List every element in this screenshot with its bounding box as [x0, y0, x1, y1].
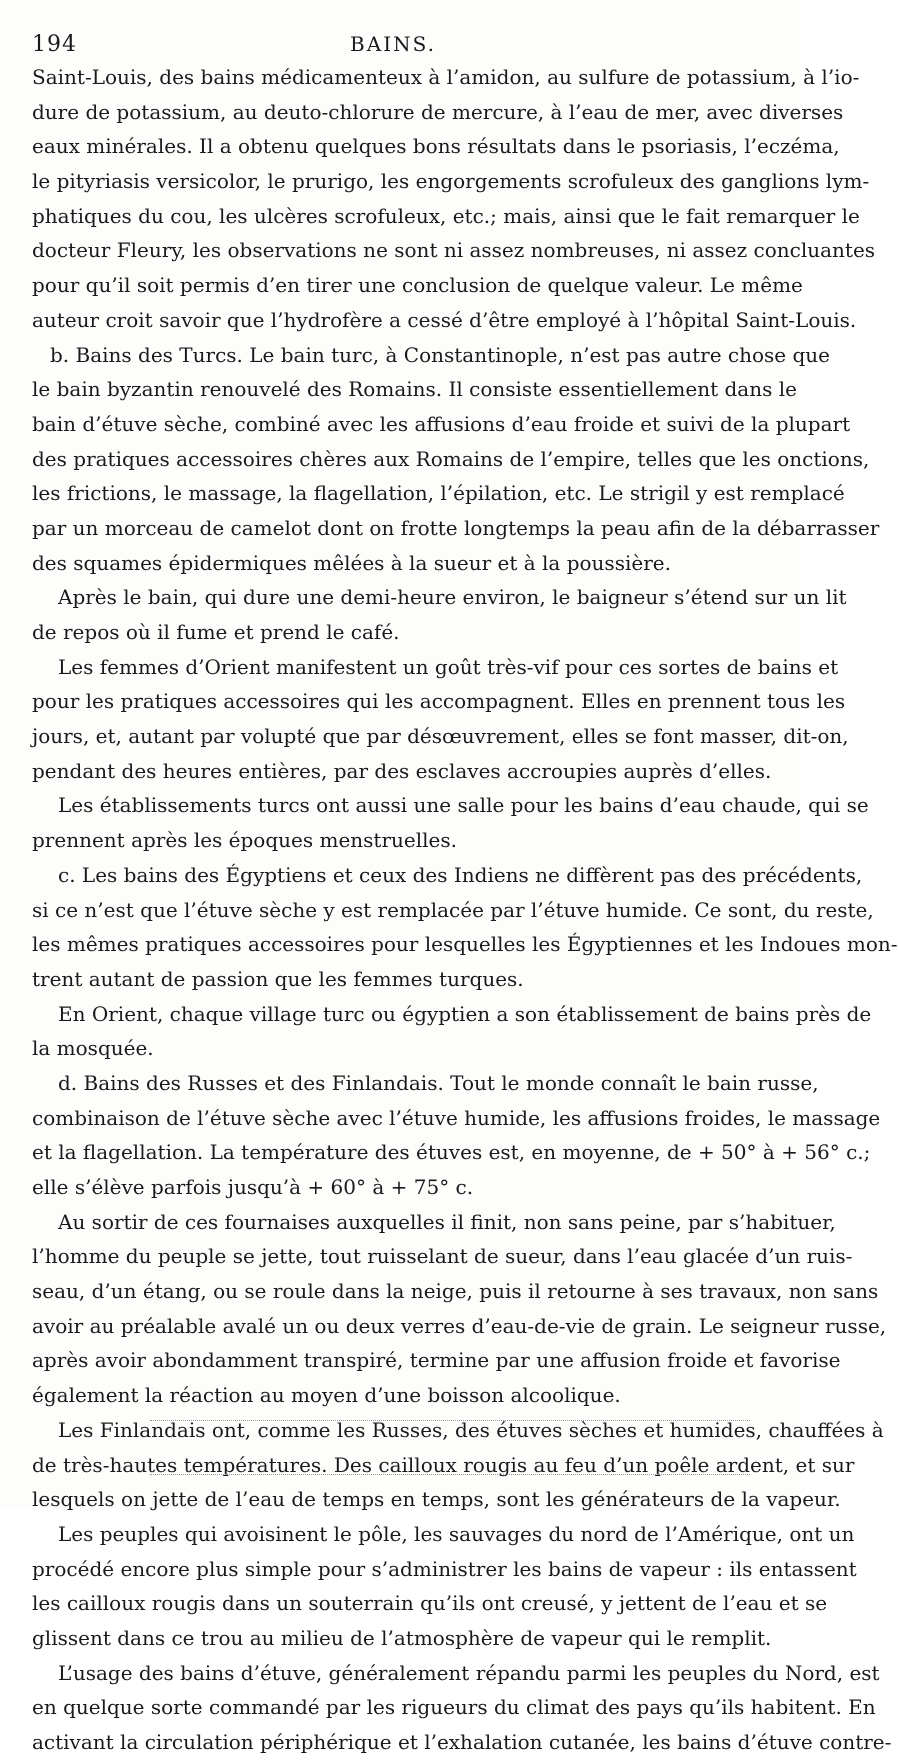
text-line: Les Finlandais ont, comme les Russes, des étuves sèches et humides, chauffées à [58, 1417, 884, 1442]
text-line: Les peuples qui avoisinent le pôle, les sauvages du nord de l’Amérique, ont un [58, 1521, 855, 1546]
text-line: Saint-Louis, des bains médicamenteux à l’amidon, au sulfure de potassium, à l’io- [32, 65, 860, 89]
text-line: le bain byzantin renouvelé des Romains. Il consiste essentiellement dans le [32, 377, 797, 402]
text-line: lesquels on jette de l’eau de temps en temps, sont les générateurs de la vapeur. [32, 1487, 841, 1512]
text-line: L’usage des bains d’étuve, généralement répandu parmi les peuples du Nord, est [58, 1660, 880, 1685]
text-line: avoir au préalable avalé un ou deux verres d’eau-de-vie de grain. Le seigneur russe, [32, 1313, 887, 1338]
text-line: glissent dans ce trou au milieu de l’atmosphère de vapeur qui le remplit. [32, 1625, 772, 1650]
text-line: activant la circulation périphérique et l’exhalation cutanée, les bains d’étuve contre- [32, 1730, 892, 1754]
text-line: de repos où il fume et prend le café. [32, 620, 400, 644]
text-line: elle s’élève parfois jusqu’à + 60° à + 75° c. [32, 1175, 474, 1199]
text-line: Après le bain, qui dure une demi-heure environ, le baigneur s’étend sur un lit [58, 585, 847, 610]
text-line: Les établissements turcs ont aussi une salle pour les bains d’eau chaude, qui se [58, 793, 869, 818]
text-line: des pratiques accessoires chères aux Romains de l’empire, telles que les onctions, [32, 446, 870, 471]
text-line: auteur croit savoir que l’hydrofère a cessé d’être employé à l’hôpital Saint-Louis. [32, 307, 857, 332]
text-line: et la flagellation. La température des étuves est, en moyenne, de + 50° à + 56° c.; [32, 1140, 871, 1165]
text-line: si ce n’est que l’étuve sèche y est remplacée par l’étuve humide. Ce sont, du reste, [32, 897, 874, 922]
text-line: pendant des heures entières, par des esclaves accroupies auprès d’elles. [32, 758, 772, 783]
text-line: les frictions, le massage, la flagellation, l’épilation, etc. Le strigil y est remplacé [32, 481, 845, 506]
text-line: pour les pratiques accessoires qui les accompagnent. Elles en prennent tous les [32, 689, 846, 714]
text-line: la mosquée. [32, 1036, 154, 1061]
text-line: c. Les bains des Égyptiens et ceux des Indiens ne diffèrent pas des précédents, [58, 862, 863, 887]
text-line: l’homme du peuple se jette, tout ruisselant de sueur, dans l’eau glacée d’un ruis- [32, 1244, 853, 1269]
text-line: en quelque sorte commandé par les rigueurs du climat des pays qu’ils habitent. En [32, 1695, 876, 1720]
text-line: jours, et, autant par volupté que par désœuvrement, elles se font masser, dit-on, [32, 724, 849, 749]
text-line: pour qu’il soit permis d’en tirer une conclusion de quelque valeur. Le même [32, 273, 803, 298]
text-line: Au sortir de ces fournaises auxquelles il finit, non sans peine, par s’habituer, [58, 1209, 836, 1234]
scan-noise-line [150, 1474, 750, 1477]
text-line: phatiques du cou, les ulcères scrofuleux, etc.; mais, ainsi que le fait remarquer le [32, 203, 860, 228]
text-line: Les femmes d’Orient manifestent un goût très-vif pour ces sortes de bains et [58, 654, 839, 679]
text-line: également la réaction au moyen d’une boisson alcoolique. [32, 1383, 621, 1408]
body-text [32, 60, 898, 1760]
text-line: b. Bains des Turcs. Le bain turc, à Constantinople, n’est pas autre chose que [50, 342, 830, 367]
scan-noise-line [150, 1420, 750, 1423]
page-number: 194 [32, 32, 77, 57]
text-line: par un morceau de camelot dont on frotte longtemps la peau afin de la débarrasser [32, 515, 880, 540]
text-line: dure de potassium, au deuto-chlorure de mercure, à l’eau de mer, avec diverses [32, 99, 844, 124]
text-line: En Orient, chaque village turc ou égyptien a son établissement de bains près de [58, 1001, 872, 1026]
text-line: les mêmes pratiques accessoires pour lesquelles les Égyptiennes et les Indoues mon- [32, 932, 898, 957]
running-title: BAINS. [350, 32, 436, 56]
text-line: les cailloux rougis dans un souterrain qu’ils ont creusé, y jettent de l’eau et se [32, 1591, 828, 1616]
text-line: prennent après les époques menstruelles. [32, 828, 457, 853]
text-line: après avoir abondamment transpiré, termine par une affusion froide et favorise [32, 1348, 841, 1373]
text-line: de très-hautes températures. Des cailloux rougis au feu d’un poêle ardent, et sur [32, 1452, 855, 1477]
text-line: docteur Fleury, les observations ne sont ni assez nombreuses, ni assez concluantes [32, 238, 876, 263]
text-line: seau, d’un étang, ou se roule dans la neige, puis il retourne à ses travaux, non sans [32, 1279, 879, 1304]
text-line: procédé encore plus simple pour s’administrer les bains de vapeur : ils entassent [32, 1556, 857, 1581]
text-line: eaux minérales. Il a obtenu quelques bons résultats dans le psoriasis, l’eczéma, [32, 134, 840, 159]
page-header [26, 30, 760, 62]
text-line: bain d’étuve sèche, combiné avec les affusions d’eau froide et suivi de la plupart [32, 411, 851, 436]
text-line: des squames épidermiques mêlées à la sueur et à la poussière. [32, 550, 671, 575]
text-line: le pityriasis versicolor, le prurigo, les engorgements scrofuleux des ganglions lym- [32, 169, 870, 194]
text-line: combinaison de l’étuve sèche avec l’étuve humide, les affusions froides, le massage [32, 1105, 881, 1130]
text-line: d. Bains des Russes et des Finlandais. Tout le monde connaît le bain russe, [58, 1070, 819, 1095]
text-line: trent autant de passion que les femmes turques. [32, 966, 524, 991]
